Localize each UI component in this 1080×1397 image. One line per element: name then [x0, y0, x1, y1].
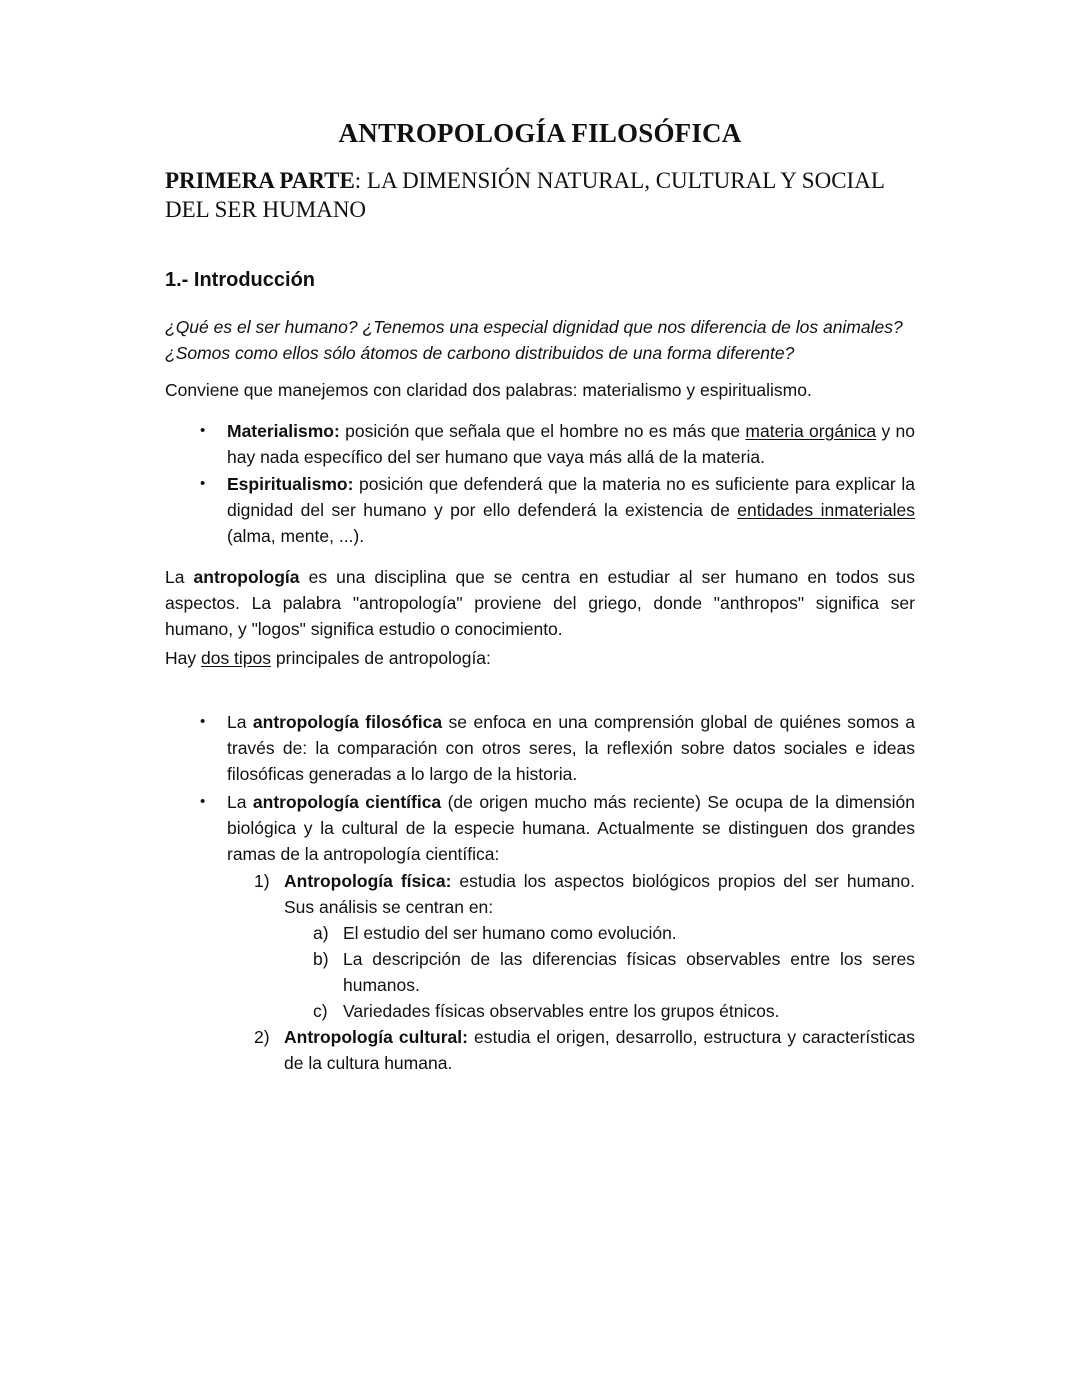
n2-text: estudia el origen, desarrollo, estructura y características de la cultura humana. [284, 1027, 915, 1073]
espiritualismo-term: Espiritualismo: [227, 474, 354, 494]
sub-item-a [313, 920, 915, 946]
list-item-antropologia-fisica [254, 868, 915, 920]
espiritualismo-text-end: (alma, mente, ...). [227, 526, 365, 546]
bullet-antropologia-cientifica [200, 789, 916, 867]
bullet-icon: • [200, 475, 206, 492]
entidades-inmateriales-link: entidades inmateriales [737, 500, 915, 520]
espiritualismo-text: posición que defenderá que la materia no es suficiente para explicar la dignidad del ser humano y por ello defenderá la existencia de [227, 474, 915, 520]
bullet-icon: • [200, 793, 206, 810]
list-marker: c) [313, 1001, 328, 1021]
list-marker: 1) [254, 871, 270, 891]
materialismo-text: posición que señala que el hombre no es más que [339, 421, 746, 441]
bullet-icon: • [200, 422, 206, 439]
b2-text-end: (de origen mucho más reciente) Se ocupa de la dimensión biológica y la cultural de la especie humana. Actualmente se distinguen dos grandes ramas de la antropología científica: [227, 792, 916, 864]
p2-text-start: Hay [165, 648, 201, 668]
document-subtitle [165, 166, 915, 224]
p1-bold: antropología [193, 567, 300, 587]
b2-bold: antropología científica [252, 792, 442, 812]
bullet-antropologia-filosofica [200, 709, 916, 787]
question-line-1: ¿Qué es el ser humano? ¿Tenemos una especial dignidad que nos diferencia de los animales? [165, 317, 903, 337]
document-title: ANTROPOLOGÍA FILOSÓFICA [338, 118, 742, 148]
sub-item-b-text: La descripción de las diferencias físicas observables entre los seres humanos. [343, 949, 915, 995]
section-heading: 1.- Introducción [165, 269, 315, 291]
intro-paragraph: Conviene que manejemos con claridad dos palabras: materialismo y espiritualismo. [165, 380, 812, 400]
question-line-2: ¿Somos como ellos sólo átomos de carbono distribuidos de una forma diferente? [165, 343, 795, 363]
dos-tipos-link: dos tipos [200, 648, 272, 668]
subtitle-label: PRIMERA PARTE [165, 168, 355, 193]
subtitle-text: : LA DIMENSIÓN NATURAL, CULTURAL Y SOCIAL DEL SER HUMANO [165, 168, 885, 222]
sub-item-b [313, 946, 915, 998]
list-item-antropologia-cultural [254, 1024, 915, 1076]
p1-text-end: es una disciplina que se centra en estudiar al ser humano en todos sus aspectos. La palabra "antropología" proviene del griego, donde "anthropos" significa ser humano, y "logos" significa estudio o conocimiento. [165, 567, 915, 639]
n2-bold: Antropología cultural: [284, 1027, 468, 1047]
question-paragraph [165, 314, 915, 366]
list-marker: 2) [254, 1027, 270, 1047]
antropologia-paragraph [165, 564, 915, 642]
sub-item-c-text: Variedades físicas observables entre los grupos étnicos. [343, 1001, 780, 1021]
b1-text-start: La [227, 712, 253, 732]
b1-bold: antropología filosófica [252, 712, 443, 732]
sub-item-c [313, 998, 915, 1024]
b1-text-end: se enfoca en una comprensión global de quiénes somos a través de: la comparación con otros seres, la reflexión sobre datos sociales e ideas filosóficas generadas a lo largo de la historia. [227, 712, 916, 784]
sub-item-a-text: El estudio del ser humano como evolución. [343, 923, 677, 943]
bullet-materialismo [200, 418, 915, 470]
materialismo-term: Materialismo: [227, 421, 340, 441]
b2-text-start: La [227, 792, 253, 812]
bullet-espiritualismo [200, 471, 915, 549]
n1-bold: Antropología física: [284, 871, 452, 891]
bullet-icon: • [200, 713, 206, 730]
list-marker: b) [313, 949, 329, 969]
tipos-paragraph [165, 645, 915, 671]
materia-organica-link: materia orgánica [745, 421, 877, 441]
n1-text: estudia los aspectos biológicos propios del ser humano. Sus análisis se centran en: [284, 871, 915, 917]
materialismo-text-end: y no hay nada específico del ser humano que vaya más allá de la materia. [227, 421, 915, 467]
p1-text-start: La [165, 567, 194, 587]
p2-text-end: principales de antropología: [271, 648, 491, 668]
list-marker: a) [313, 923, 329, 943]
